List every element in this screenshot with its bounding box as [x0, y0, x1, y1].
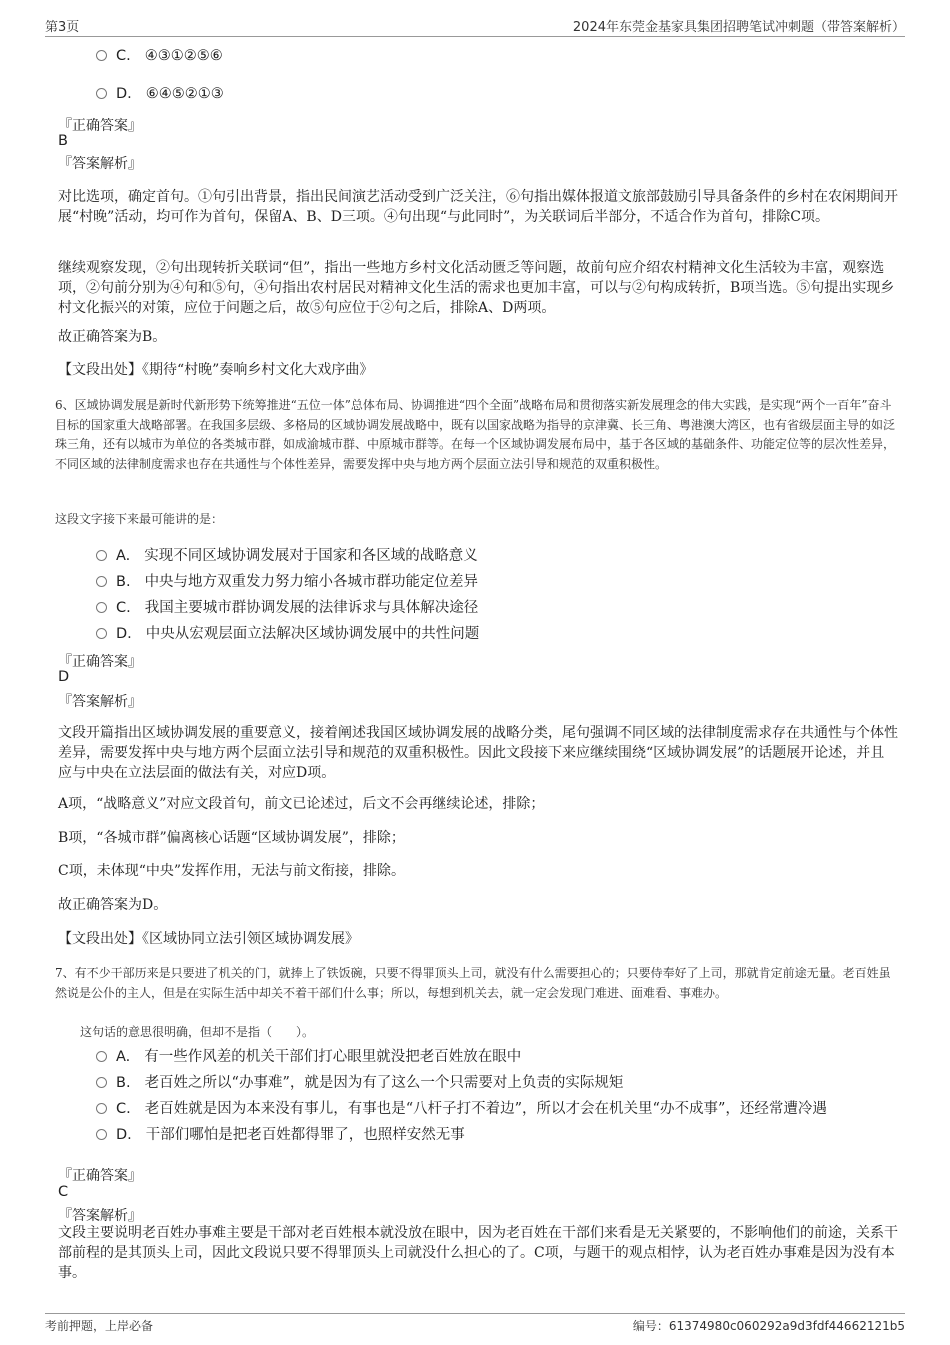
radio-icon[interactable] [96, 1129, 107, 1140]
q6-prompt: 这段文字接下来最可能讲的是： [55, 512, 224, 526]
q5-analysis-paragraph-1: 对比选项，确定首句。①句引出背景，指出民间演艺活动受到广泛关注，⑥句指出媒体报道文旅部鼓励引导具备条件的乡村在农闲期间开展“村晚”活动，均可作为首句，保留A、B、D三项。④句出现“与此同时”，为关联词后半部分，不适合作为首句，排除C项。 [58, 189, 898, 225]
q6-analysis-label: 『答案解析』 [58, 694, 142, 710]
q7-option-c[interactable]: C. 老百姓就是因为本来没有事儿，有事也是“八杆子打不着边”，所以才会在机关里“办不成事”，还经常遭冷遇 [96, 1097, 827, 1118]
radio-icon[interactable] [96, 1103, 107, 1114]
q7-stem: 7、有不少干部历来是只要进了机关的门，就捧上了铁饭碗，只要不得罪顶头上司，就没有什么需要担心的；只要侍奉好了上司，那就肯定前途无量。老百姓虽然说是公仆的主人，但是在实际生活中却关不着干部们什么事；所以，每想到机关去，就一定会发现门难进、面难看、事难办。 [55, 966, 891, 1000]
page-footer [45, 1313, 905, 1334]
radio-icon[interactable] [96, 88, 107, 99]
q5-answer: B [58, 133, 68, 149]
radio-icon[interactable] [96, 628, 107, 639]
q7-prompt: 这句话的意思很明确，但却不是指（ ）。 [80, 1025, 315, 1039]
q6-analysis-option-b: B项，“各城市群”偏离核心话题“区域协调发展”，排除； [58, 830, 405, 846]
q7-analysis-paragraph: 文段主要说明老百姓办事难主要是干部对老百姓根本就没放在眼中，因为老百姓在干部们来看是无关紧要的，不影响他们的前途，关系干部前程的是其顶头上司，因此文段说只要不得罪顶头上司就没什么担心的了。C项，与题干的观点相悖，认为老百姓办事难是因为没有本事。 [58, 1225, 898, 1281]
q5-analysis-label: 『答案解析』 [58, 156, 142, 172]
q6-option-c[interactable]: C. 我国主要城市群协调发展的法律诉求与具体解决途径 [96, 596, 478, 617]
q6-analysis-option-a: A项，“战略意义”对应文段首句，前文已论述过，后文不会再继续论述，排除； [58, 796, 545, 812]
q5-answer-label: 『正确答案』 [58, 118, 142, 134]
q5-option-d[interactable]: D. ⑥④⑤②①③ [96, 86, 224, 102]
q7-option-a[interactable]: A. 有一些作风差的机关干部们打心眼里就没把老百姓放在眼中 [96, 1045, 521, 1066]
q7-answer-label: 『正确答案』 [58, 1168, 142, 1184]
q5-option-c[interactable]: C. ④③①②⑤⑥ [96, 48, 223, 64]
document-id: 编号：61374980c060292a9d3fdf44662121b5 [632, 1319, 905, 1333]
q6-analysis-option-c: C项，未体现“中央”发挥作用，无法与前文衔接，排除。 [58, 863, 406, 879]
q7-analysis-label: 『答案解析』 [58, 1208, 142, 1224]
q5-conclusion: 故正确答案为B。 [58, 329, 167, 345]
q6-answer-label: 『正确答案』 [58, 654, 142, 670]
document-title: 2024年东莞金基家具集团招聘笔试冲刺题（带答案解析） [572, 20, 905, 35]
page-number: 第3页 [45, 20, 80, 35]
q6-option-a[interactable]: A. 实现不同区域协调发展对于国家和各区域的战略意义 [96, 544, 478, 565]
footer-slogan: 考前押题，上岸必备 [45, 1319, 154, 1333]
q5-analysis-paragraph-2: 继续观察发现，②句出现转折关联词“但”，指出一些地方乡村文化活动匮乏等问题，故前句应介绍农村精神文化生活较为丰富，观察选项，②句前分别为④句和⑤句，④句指出农村居民对精神文化生活的需求也更加丰富，可以与②句构成转折，B项当选。⑤句提出实现乡村文化振兴的对策，应位于问题之后，故⑤句应位于②句之后，排除A、D两项。 [58, 260, 895, 316]
q6-source: 【文段出处】《区域协同立法引领区域协调发展》 [58, 931, 359, 947]
q7-answer: C [58, 1184, 69, 1200]
q5-source: 【文段出处】《期待“村晚”奏响乡村文化大戏序曲》 [58, 362, 374, 378]
page-header [45, 14, 905, 37]
radio-icon[interactable] [96, 1077, 107, 1088]
radio-icon[interactable] [96, 550, 107, 561]
q6-answer: D [58, 669, 70, 685]
q6-analysis-paragraph-1: 文段开篇指出区域协调发展的重要意义，接着阐述我国区域协调发展的战略分类，尾句强调不同区域的法律制度需求存在共通性与个体性差异，需要发挥中央与地方两个层面立法引导和规范的双重积极性。因此文段接下来应继续围绕“区域协调发展”的话题展开论述，并且应与中央在立法层面的做法有关，对应D项。 [58, 725, 898, 781]
q6-option-d[interactable]: D. 中央从宏观层面立法解决区域协调发展中的共性问题 [96, 622, 479, 643]
q6-conclusion: 故正确答案为D。 [58, 897, 168, 913]
q7-option-d[interactable]: D. 干部们哪怕是把老百姓都得罪了，也照样安然无事 [96, 1123, 465, 1144]
q6-stem: 6、区域协调发展是新时代新形势下统筹推进“五位一体”总体布局、协调推进“四个全面”战略布局和贯彻落实新发展理念的伟大实践，是实现“两个一百年”奋斗目标的国家重大战略部署。在我国多层级、多格局的区域协调发展战略中，既有以国家战略为指导的京津冀、长三角、粤港澳大湾区，也有省级层面主导的如泛珠三角，还有以城市为单位的各类城市群，如成渝城市群、中原城市群等。在每一个区域协调发展布局中，基于各区域的基础条件、功能定位等的层次性差异，不同区域的法律制度需求也存在共通性与个体性差异，需要发挥中央与地方两个层面立法引导和规范的双重积极性。 [55, 398, 896, 471]
radio-icon[interactable] [96, 1051, 107, 1062]
q6-option-b[interactable]: B. 中央与地方双重发力努力缩小各城市群功能定位差异 [96, 570, 478, 591]
q7-option-b[interactable]: B. 老百姓之所以“办事难”，就是因为有了这么一个只需要对上负责的实际规矩 [96, 1071, 623, 1092]
radio-icon[interactable] [96, 576, 107, 587]
radio-icon[interactable] [96, 50, 107, 61]
radio-icon[interactable] [96, 602, 107, 613]
